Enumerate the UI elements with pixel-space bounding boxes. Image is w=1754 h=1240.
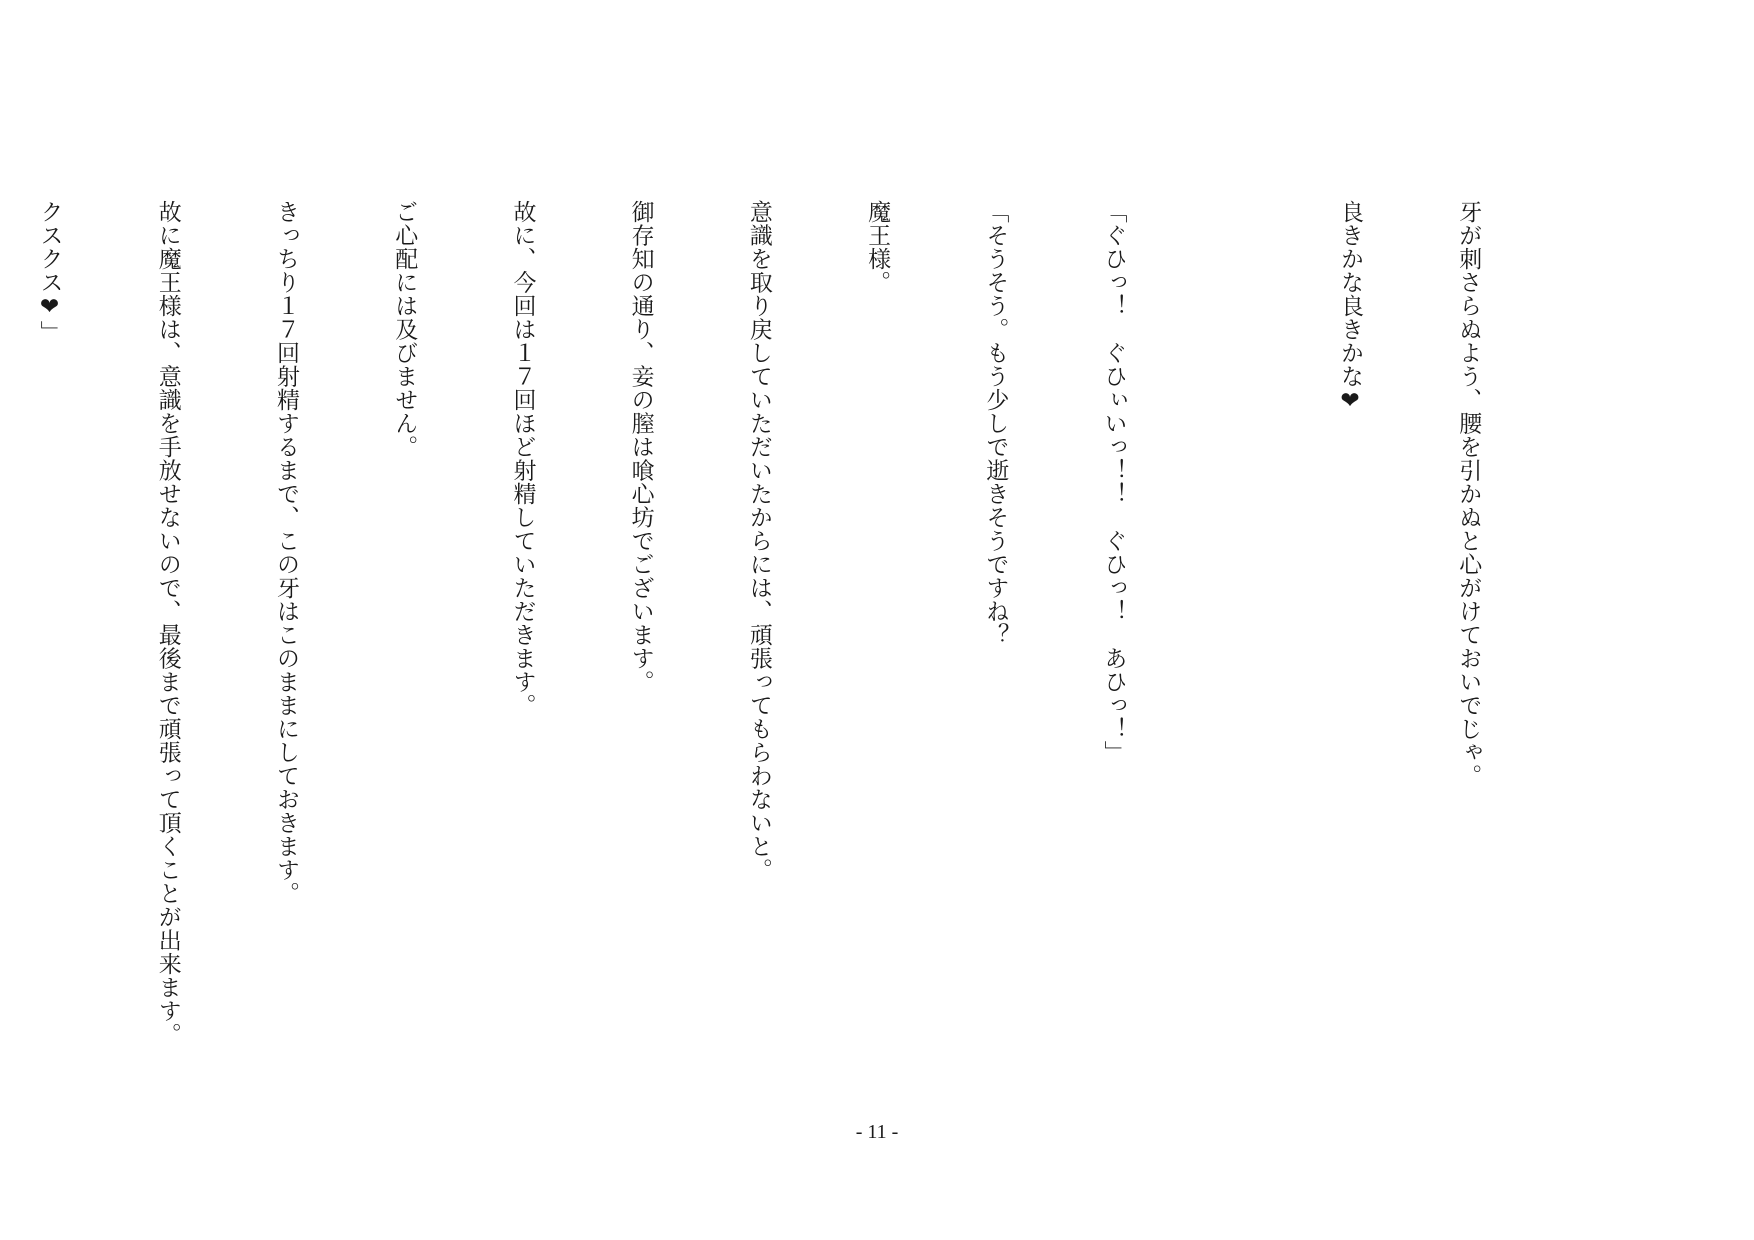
blank-line	[1211, 200, 1250, 1080]
text-line: 魔王様。	[864, 200, 891, 294]
text-line: クスクス❤」	[36, 200, 63, 344]
text-line: きっちり１７回射精するまで、この牙はこのままにしておきます。	[273, 200, 299, 905]
page-number: - 11 -	[855, 1121, 899, 1143]
text-line: ご心配には及びません。	[391, 200, 418, 459]
vertical-text-body	[0, 200, 1566, 1080]
text-line: 良きかな良きかな❤	[1336, 200, 1363, 415]
text-line: 御存知の通り、妾の膣は喰心坊でございます。	[627, 200, 654, 694]
text-line: 故に魔王様は、意識を手放せないので、最後まで頑張って頂くことが出来ます。	[154, 200, 181, 1046]
text-line: 故に、今回は１７回ほど射精していただきます。	[509, 200, 536, 717]
text-line: 「そうそう。もう少しで逝きそうですね？	[982, 200, 1009, 647]
text-line: 「ぐひっ！ ぐひぃいっ！！ ぐひっ！ あひっ！」	[1100, 200, 1127, 764]
text-line: 意識を取り戻していただいたからには、頑張ってもらわないと。	[745, 200, 772, 882]
text-line: 牙が刺さらぬよう、腰を引かぬと心がけておいでじゃ。	[1455, 200, 1482, 788]
